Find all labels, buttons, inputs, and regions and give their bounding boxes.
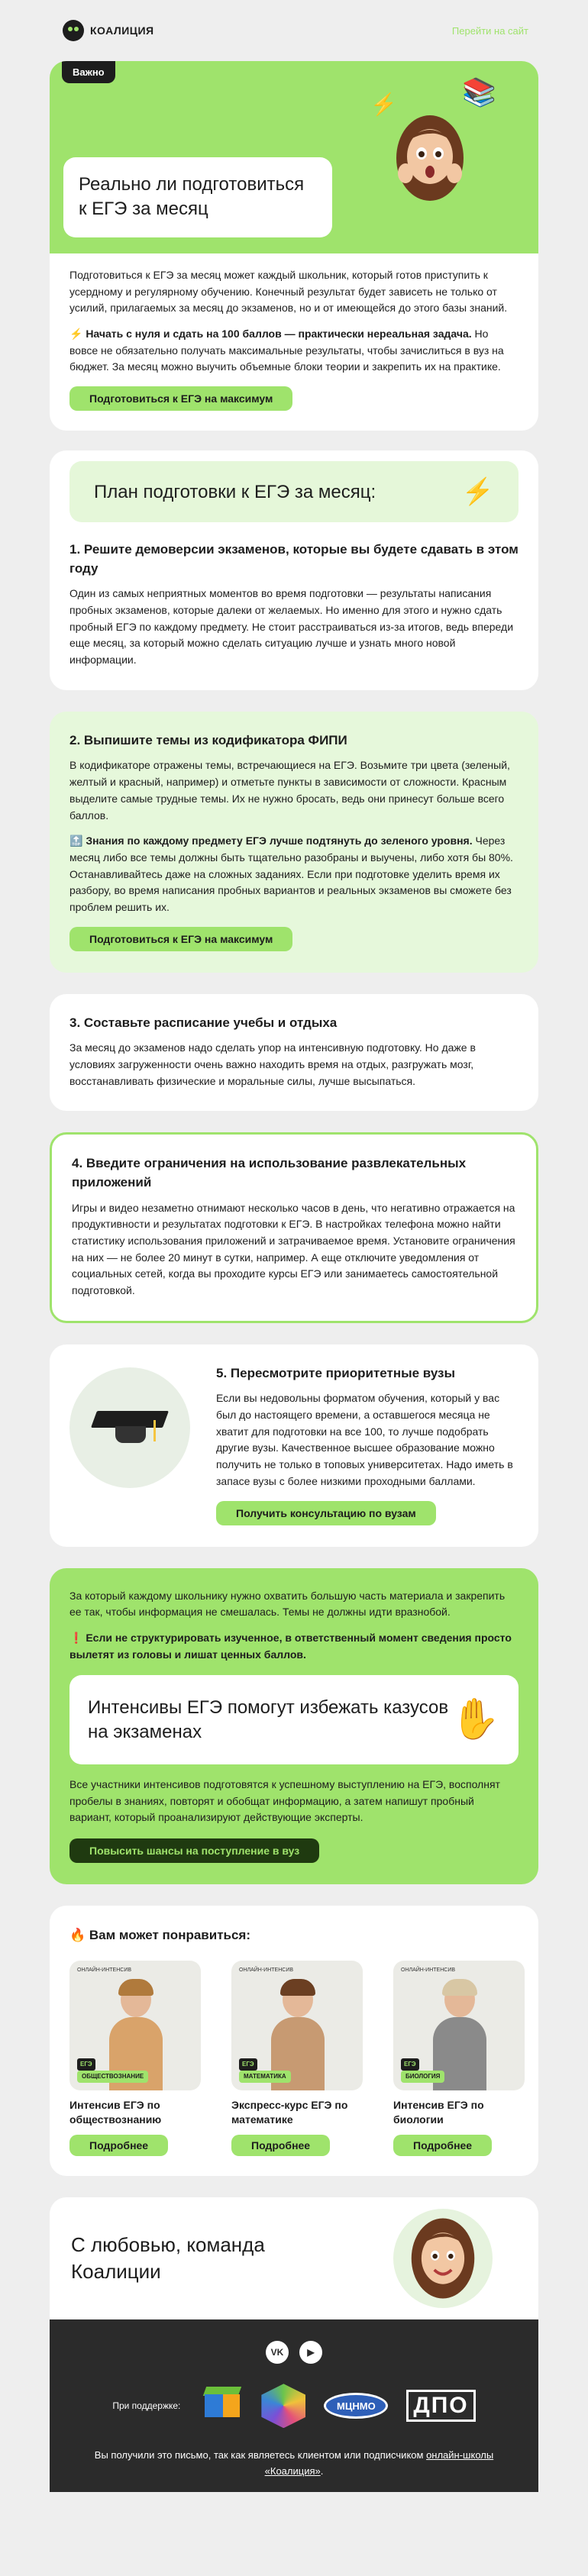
step5-content: [216, 1364, 519, 1525]
footer: [50, 2319, 538, 2492]
lightning-icon: ⚡: [461, 476, 494, 506]
footer-note-prefix: Вы получили это письмо, так как являетесь клиентом или подписчиком: [94, 2449, 427, 2461]
signature-text: С любовью, команда Коалиции: [71, 2233, 265, 2284]
recommendation-item[interactable]: [69, 1961, 201, 2156]
prepare-max-button[interactable]: Подготовиться к ЕГЭ на максимум: [69, 386, 292, 411]
step3-title: 3. Составьте расписание учебы и отдыха: [69, 1015, 338, 1030]
hero-card: [50, 61, 538, 431]
lightning-icon: ⚡: [370, 92, 397, 116]
step2-highlight-bold: 🔝 Знания по каждому предмету ЕГЭ лучше подтянуть до зеленого уровня.: [69, 834, 473, 847]
ege-badge: ЕГЭ: [401, 2058, 419, 2071]
ege-badge: ЕГЭ: [77, 2058, 95, 2071]
course-image[interactable]: [231, 1961, 363, 2090]
dpo-logo: ДПО: [406, 2390, 475, 2422]
top-bar: [0, 0, 588, 61]
step2-title: 2. Выпишите темы из кодификатора ФИПИ: [69, 732, 347, 747]
recommendations-list: [69, 1961, 519, 2156]
step2-highlight-rest: Через месяц либо все темы должны быть тщательно разобраны и выучены, либо хотя бы 80%. Останавливайтесь даже на сложных заданиях. Если при подготовке уделить время их разбору, во время написания пробных вариантов и реальных экзаменов вы сможете без проблем решить их.: [69, 834, 513, 913]
intensive-highlight-box: [69, 1675, 519, 1764]
subject-tag: БИОЛОГИЯ: [401, 2071, 444, 2083]
koala-logo-icon: [63, 20, 84, 41]
details-button[interactable]: Подробнее: [231, 2135, 330, 2156]
step5-title: 5. Пересмотрите приоритетные вузы: [216, 1365, 456, 1380]
recommendations-card: [50, 1906, 538, 2176]
raised-hand-icon: ✋: [451, 1697, 500, 1742]
step1-title: 1. Решите демоверсии экзаменов, которые вы будете сдавать в этом году: [69, 542, 519, 576]
step5-card: [50, 1344, 538, 1547]
support-label: При поддержке:: [112, 2400, 181, 2412]
step3-card: [50, 994, 538, 1112]
intensive-warning-bold: ❗ Если не структурировать изученное, в ответственный момент сведения просто вылетят из головы и лишат ценных баллов.: [69, 1631, 512, 1661]
ege-badge: ЕГЭ: [239, 2058, 257, 2071]
footer-note-suffix: .: [320, 2465, 324, 2478]
support-logos: [50, 2384, 538, 2428]
logo-text: КОАЛИЦИЯ: [90, 24, 154, 37]
graduation-cap-icon: [94, 1405, 166, 1451]
avatar: [393, 2209, 493, 2308]
prepare-max-button-2[interactable]: Подготовиться к ЕГЭ на максимум: [69, 927, 292, 951]
plan-card: [50, 450, 538, 690]
social-links: [50, 2341, 538, 2364]
recommendations-title: 🔥 Вам может понравиться:: [69, 1927, 251, 1942]
intensive-card: [50, 1568, 538, 1884]
go-to-site-link[interactable]: Перейти на сайт: [451, 24, 528, 37]
university-consult-button[interactable]: Получить консультацию по вузам: [216, 1501, 436, 1525]
hero-highlight-bold: ⚡ Начать с нуля и сдать на 100 баллов — практически нереальная задача.: [69, 328, 472, 341]
signature-card: [50, 2197, 538, 2319]
details-button[interactable]: Подробнее: [69, 2135, 168, 2156]
hero-highlight: [69, 326, 519, 376]
cube-partner-logo-icon: [199, 2384, 243, 2428]
plan-title: План подготовки к ЕГЭ за месяц:: [94, 481, 376, 502]
subject-tag: ОБЩЕСТВОЗНАНИЕ: [77, 2071, 148, 2083]
details-button[interactable]: Подробнее: [393, 2135, 492, 2156]
logo[interactable]: [63, 20, 154, 41]
intensive-box-title: Интенсивы ЕГЭ помогут избежать казусов на экзаменах: [88, 1697, 449, 1742]
school-link[interactable]: онлайн-школы «Коалиция»: [264, 2449, 494, 2478]
step4-card: [50, 1132, 538, 1322]
step4-title: 4. Введите ограничения на использование развлекательных приложений: [72, 1156, 467, 1190]
online-intensive-label: ОНЛАЙН-ИНТЕНСИВ: [401, 1968, 456, 1974]
step2-card: [50, 712, 538, 973]
course-image[interactable]: [69, 1961, 201, 2090]
important-tag: Важно: [62, 61, 115, 83]
increase-chances-button[interactable]: Повысить шансы на поступление в вуз: [69, 1838, 319, 1863]
step1-text: Один из самых неприятных моментов во время подготовки — результаты написания пробных экзаменов, которые далеки от желаемых. Но именно для этого и нужно сдать пробный ЕГЭ по каждому предмету. Не стоит расстраиваться из-за итогов, ведь впереди еще месяц, за который можно сделать ситуацию лучше и узнать много новой информации.: [69, 587, 514, 667]
course-name[interactable]: Интенсив ЕГЭ по обществознанию: [69, 2099, 162, 2126]
vk-icon[interactable]: VK: [266, 2341, 289, 2364]
youtube-icon[interactable]: ▶: [299, 2341, 322, 2364]
intensive-text-2: Все участники интенсивов подготовятся к успешному выступлению на ЕГЭ, восполнят пробелы в знаниях, повторят и обобщат информацию, а затем напишут пробный вариант, который проанализируют действующие эксперты.: [69, 1777, 500, 1824]
books-icon: 📚: [462, 76, 496, 108]
step4-text: Игры и видео незаметно отнимают несколько часов в день, что негативно отражается на продуктивности и результатах подготовки к ЕГЭ. В настройках телефона можно найти статистику использования приложений и затрачиваемое время. Установите ограничения на них — не более 20 минут в сутки, например. А еще отключите уведомления от социальных сетей, когда вы проходите курсы ЕГЭ или занимаетесь самостоятельной подготовкой.: [72, 1201, 515, 1297]
course-name[interactable]: Экспресс-курс ЕГЭ по математике: [231, 2099, 348, 2126]
course-name[interactable]: Интенсив ЕГЭ по биологии: [393, 2099, 484, 2126]
course-image[interactable]: [393, 1961, 525, 2090]
step2-highlight: [69, 833, 519, 915]
subject-tag: МАТЕМАТИКА: [239, 2071, 291, 2083]
hexagon-partner-logo-icon: [261, 2384, 305, 2428]
step5-text: Если вы недовольны форматом обучения, который у вас был до настоящего времени, а оставшегося месяца не хватит для подготовки на все 100, то лучше подобрать другие вузы. Качественное высшее образование можно получить не только в топовых университетах. Надо иметь в запасе вузы с более низкими проходными баллами.: [216, 1392, 513, 1487]
intensive-warning: [69, 1630, 519, 1663]
footer-note: [50, 2448, 538, 2492]
smiling-girl-emoji-icon: [409, 2213, 477, 2303]
hero-intro: Подготовиться к ЕГЭ за месяц может каждый школьник, который готов приступить к усердному и регулярному обучению. Конечный результат будет зависеть не только от усилий, прилагаемых за месяц до экзаменов, но и от имеющейся до этого базы знаний.: [69, 269, 508, 315]
online-intensive-label: ОНЛАЙН-ИНТЕНСИВ: [77, 1968, 132, 1974]
plan-title-box: [69, 461, 519, 522]
shocked-girl-emoji-icon: [393, 111, 467, 202]
hero-body: [50, 253, 538, 431]
step3-text: За месяц до экзаменов надо сделать упор на интенсивную подготовку. Но даже в условиях загруженности очень важно находить время на отдых, разгружать мозг, восстанавливать физические и моральные силы, лучше высыпаться.: [69, 1041, 476, 1087]
mcnmo-logo: МЦНМО: [324, 2393, 388, 2419]
recommendation-item[interactable]: [231, 1961, 363, 2156]
online-intensive-label: ОНЛАЙН-ИНТЕНСИВ: [239, 1968, 294, 1974]
step2-text: В кодификаторе отражены темы, встречающиеся на ЕГЭ. Возьмите три цвета (зеленый, желтый и красный, например) и отметьте пункты в зависимости от сложности. Красным выделите самые трудные темы. Их не нужно бросать, ведь они принесут больше всего баллов.: [69, 759, 510, 822]
hero-highlight-rest: Но вовсе не обязательно получать максимальные результаты, чтобы зачислиться в вуз на бюджет. За месяц можно выучить объемные блоки теории и закрепить их на практике.: [69, 328, 504, 373]
recommendation-item[interactable]: [393, 1961, 525, 2156]
graduation-cap-illustration: [69, 1367, 190, 1488]
hero-title: Реально ли подготовиться к ЕГЭ за месяц: [63, 157, 332, 237]
intensive-text-1: За который каждому школьнику нужно охватить большую часть материала и закрепить ее так, чтобы информация не смешалась. Темы не должны идти вразнобой.: [69, 1589, 506, 1619]
hero-banner: [50, 61, 538, 253]
